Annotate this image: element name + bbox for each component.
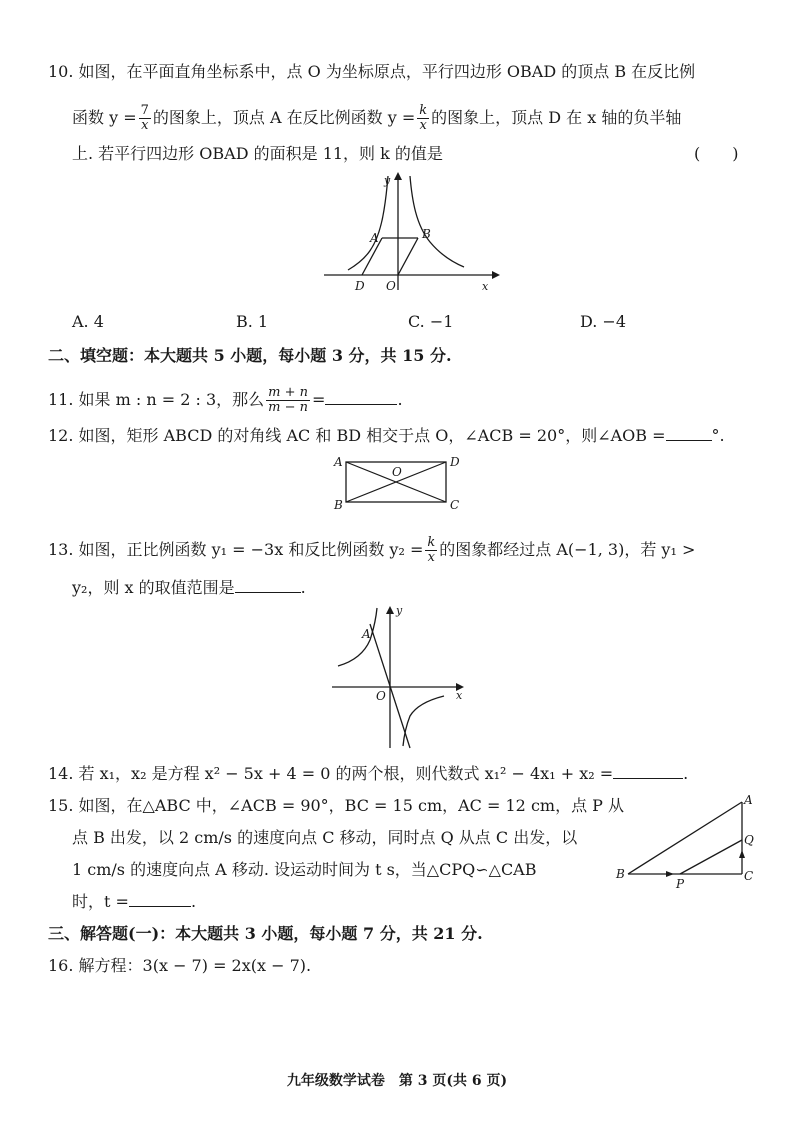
q10-line2-c: 的图象上，顶点 D 在 x 轴的负半轴 bbox=[431, 108, 682, 127]
q12-label-B: B bbox=[334, 498, 343, 512]
q10-option-b[interactable]: B. 1 bbox=[236, 312, 269, 331]
q15-label-P: P bbox=[676, 877, 685, 891]
q10-x-arrow bbox=[492, 271, 500, 279]
q13-end: . bbox=[300, 578, 306, 597]
q15-side-AB bbox=[628, 802, 742, 874]
q10-label-y: y bbox=[384, 174, 391, 187]
q10-line3: 上. 若平行四边形 OBAD 的面积是 11，则 k 的值是 bbox=[72, 144, 443, 163]
q10-frac2-num: k bbox=[419, 103, 428, 118]
page-footer: 九年级数学试卷 第 3 页(共 6 页) bbox=[286, 1073, 508, 1089]
q13-line2 bbox=[72, 578, 306, 598]
q10-figure bbox=[320, 170, 500, 295]
q10-option-c[interactable]: C. −1 bbox=[408, 312, 454, 331]
q15-answer-blank[interactable] bbox=[129, 892, 191, 907]
q13-b: 的图象都经过点 A(−1, 3)，若 y₁ > bbox=[439, 540, 696, 559]
q12-end: °. bbox=[711, 426, 725, 445]
q12-figure bbox=[334, 454, 464, 512]
q13-hyperbola-left bbox=[338, 608, 377, 666]
q15-label-B: B bbox=[616, 867, 625, 881]
q12-label-C: C bbox=[450, 498, 460, 512]
q10-curve-right bbox=[410, 176, 464, 267]
q11-a: 11. 如果 m : n = 2 : 3，那么 bbox=[48, 390, 265, 409]
q14-end: . bbox=[683, 764, 689, 783]
q15-label-A: A bbox=[744, 793, 753, 807]
q10-label-O: O bbox=[386, 279, 396, 293]
q10-line2 bbox=[72, 104, 681, 133]
q11 bbox=[48, 386, 403, 415]
q13-frac bbox=[425, 536, 437, 565]
section2-heading: 二、填空题：本大题共 5 小题，每小题 3 分，共 15 分. bbox=[48, 346, 452, 365]
q15-segment-PQ bbox=[680, 840, 742, 874]
q11-frac-den: m − n bbox=[268, 400, 309, 415]
q15-line3: 1 cm/s 的速度向点 A 移动. 设运动时间为 t s，当△CPQ∽△CAB bbox=[72, 860, 537, 879]
q11-b: = bbox=[312, 390, 326, 409]
q10-frac1-num: 7 bbox=[140, 103, 149, 118]
q10-curve-left bbox=[348, 176, 388, 270]
section3-heading: 三、解答题(一)：本大题共 3 小题，每小题 7 分，共 21 分. bbox=[48, 924, 483, 943]
q12-answer-blank[interactable] bbox=[666, 426, 712, 441]
q11-c: . bbox=[397, 390, 403, 409]
q15-line2: 点 B 出发，以 2 cm/s 的速度向点 C 移动，同时点 Q 从点 C 出发，以 bbox=[72, 828, 578, 847]
q15-arrow-P bbox=[666, 871, 674, 877]
q13-label-y: y bbox=[396, 604, 403, 617]
q10-line2-b: 的图象上，顶点 A 在反比例函数 y = bbox=[152, 108, 416, 127]
q12-label-A: A bbox=[334, 455, 343, 469]
q13-line1 bbox=[48, 536, 695, 565]
q15-line4 bbox=[72, 892, 196, 912]
q14-answer-blank[interactable] bbox=[613, 764, 683, 779]
q15-end: . bbox=[190, 892, 197, 911]
q15-arrow-Q bbox=[739, 850, 745, 858]
q10-label-B: B bbox=[422, 227, 431, 241]
q15-label-Q: Q bbox=[744, 833, 754, 847]
q10-frac2-den: x bbox=[419, 118, 427, 133]
q10-frac1 bbox=[139, 104, 151, 133]
q11-frac-num: m + n bbox=[268, 385, 309, 400]
q13-label-O: O bbox=[376, 689, 386, 703]
q10-frac1-den: x bbox=[141, 118, 149, 133]
q13-figure bbox=[330, 604, 480, 750]
q15-label-C: C bbox=[744, 869, 754, 883]
q13-label-x: x bbox=[456, 689, 463, 702]
q15-line1: 15. 如图，在△ABC 中，∠ACB = 90°，BC = 15 cm，AC = 12 cm，点 P 从 bbox=[48, 796, 625, 815]
q11-frac bbox=[266, 386, 310, 415]
q13-label-A: A bbox=[362, 627, 371, 641]
q11-answer-blank[interactable] bbox=[325, 390, 397, 405]
q10-label-A: A bbox=[370, 231, 379, 245]
q10-line1: 10. 如图，在平面直角坐标系中，点 O 为坐标原点，平行四边形 OBAD 的顶点 B 在反比例 bbox=[48, 62, 696, 81]
q10-option-a[interactable]: A. 4 bbox=[72, 312, 104, 331]
q10-label-x: x bbox=[482, 280, 489, 293]
q13-a: 13. 如图，正比例函数 y₁ = −3x 和反比例函数 y₂ = bbox=[48, 540, 424, 559]
q13-hyperbola-right bbox=[403, 696, 444, 746]
q10-answer-paren: ( ) bbox=[694, 144, 739, 163]
q10-label-D: D bbox=[355, 279, 365, 293]
q12-label-O: O bbox=[392, 465, 402, 479]
q15-figure bbox=[614, 790, 764, 890]
q10-edge-OB bbox=[398, 238, 418, 275]
q14-text: 14. 若 x₁，x₂ 是方程 x² − 5x + 4 = 0 的两个根，则代数式 x₁² − 4x₁ + x₂ = bbox=[48, 764, 614, 783]
q14 bbox=[48, 764, 688, 784]
q13-frac-num: k bbox=[427, 535, 436, 550]
q12-label-D: D bbox=[450, 455, 460, 469]
q13-answer-blank[interactable] bbox=[235, 578, 301, 593]
q10-y-arrow bbox=[394, 172, 402, 180]
q12 bbox=[48, 426, 725, 446]
q10-option-d[interactable]: D. −4 bbox=[580, 312, 627, 331]
q13-y-arrow bbox=[386, 606, 394, 614]
q12-text: 12. 如图，矩形 ABCD 的对角线 AC 和 BD 相交于点 O，∠ACB = 20°，则∠AOB = bbox=[48, 426, 666, 445]
q16: 16. 解方程：3(x − 7) = 2x(x − 7). bbox=[48, 956, 312, 975]
q13-frac-den: x bbox=[427, 550, 435, 565]
q10-frac2 bbox=[417, 104, 429, 133]
q13-line2-text: y₂，则 x 的取值范围是 bbox=[72, 578, 235, 597]
q15-line4-text: 时，t = bbox=[72, 892, 129, 911]
q10-line2-a: 函数 y = bbox=[72, 108, 137, 127]
